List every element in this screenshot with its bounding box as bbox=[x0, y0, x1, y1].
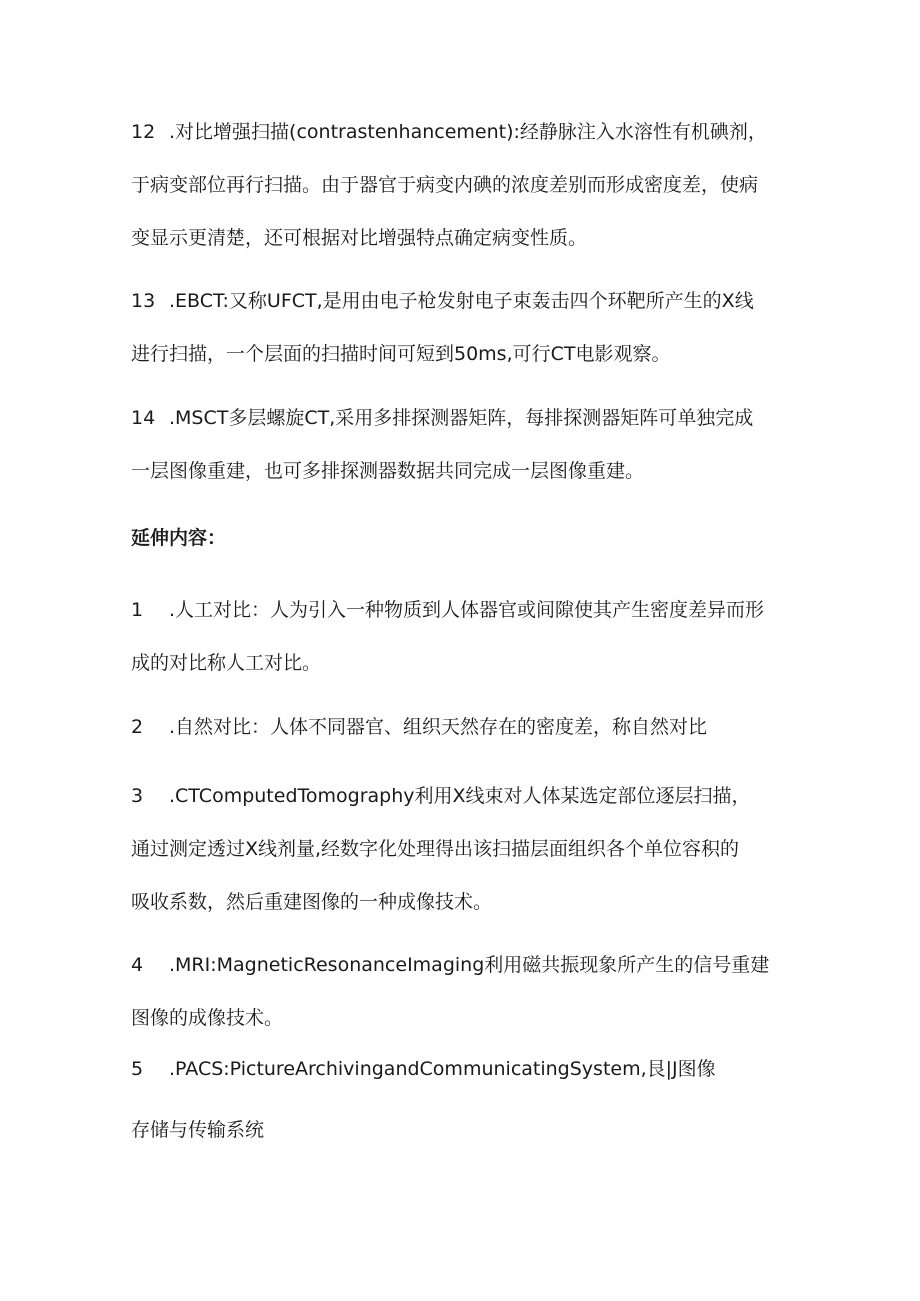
extension-item-3 bbox=[131, 770, 796, 929]
extension-item-4-line-2: 图像的成像技术。 bbox=[131, 1007, 284, 1029]
extension-item-2-line-1: 2 .自然对比：人体不同器官、组织天然存在的密度差，称自然对比 bbox=[131, 701, 796, 754]
extension-item-3-line-1: 3 .CTComputedTomography利用X线束对人体某选定部位逐层扫描， bbox=[131, 770, 796, 823]
item-number: 2 bbox=[131, 716, 144, 738]
item-number: 13 bbox=[131, 290, 156, 312]
extension-item-4-line-1: 4 .MRI:MagneticResonanceImaging利用磁共振现象所产生的信号重建 bbox=[131, 939, 796, 992]
item-12-line-2: 于病变部位再行扫描。由于器官于病变内碘的浓度差别而形成密度差，使病 bbox=[131, 174, 759, 196]
item-14 bbox=[131, 392, 796, 498]
item-12-line-1: 12 .对比增强扫描(contrastenhancement):经静脉注入水溶性有机碘剂， bbox=[131, 106, 796, 159]
extension-item-3-line-3: 吸收系数，然后重建图像的一种成像技术。 bbox=[131, 891, 493, 913]
item-14-line-2: 一层图像重建，也可多排探测器数据共同完成一层图像重建。 bbox=[131, 460, 645, 482]
extension-item-5 bbox=[131, 1043, 796, 1096]
item-number: 5 bbox=[131, 1058, 144, 1080]
item-13-line-2: 进行扫描，一个层面的扫描时间可短到50ms,可行CT电影观察。 bbox=[131, 343, 671, 365]
item-13 bbox=[131, 275, 796, 381]
item-number: 14 bbox=[131, 407, 156, 429]
item-12-line-3: 变显示更清楚，还可根据对比增强特点确定病变性质。 bbox=[131, 227, 588, 249]
extension-item-1-line-1: 1 .人工对比：人为引入一种物质到人体器官或间隙使其产生密度差异而形 bbox=[131, 584, 796, 637]
tail-text: 存储与传输系统 bbox=[131, 1119, 265, 1141]
item-12 bbox=[131, 106, 796, 265]
extension-item-4 bbox=[131, 939, 796, 1045]
item-number: 12 bbox=[131, 121, 156, 143]
extension-item-2 bbox=[131, 701, 796, 754]
item-number: 3 bbox=[131, 785, 144, 807]
item-number: 4 bbox=[131, 954, 144, 976]
item-number: 1 bbox=[131, 599, 144, 621]
section-heading: 延伸内容： bbox=[131, 527, 227, 549]
item-14-line-1: 14 .MSCT多层螺旋CT,采用多排探测器矩阵，每排探测器矩阵可单独完成 bbox=[131, 392, 796, 445]
extension-item-5-line-1: 5 .PACS:PictureArchivingandCommunicatingSystem,艮|J图像 bbox=[131, 1043, 796, 1096]
extension-item-3-line-2: 通过测定透过X线剂量,经数字化处理得出该扫描层面组织各个单位容积的 bbox=[131, 838, 740, 860]
extension-item-1 bbox=[131, 584, 796, 690]
item-13-line-1: 13 .EBCT:又称UFCT,是用由电子枪发射电子束轰击四个环靶所产生的X线 bbox=[131, 275, 796, 328]
extension-item-1-line-2: 成的对比称人工对比。 bbox=[131, 652, 322, 674]
